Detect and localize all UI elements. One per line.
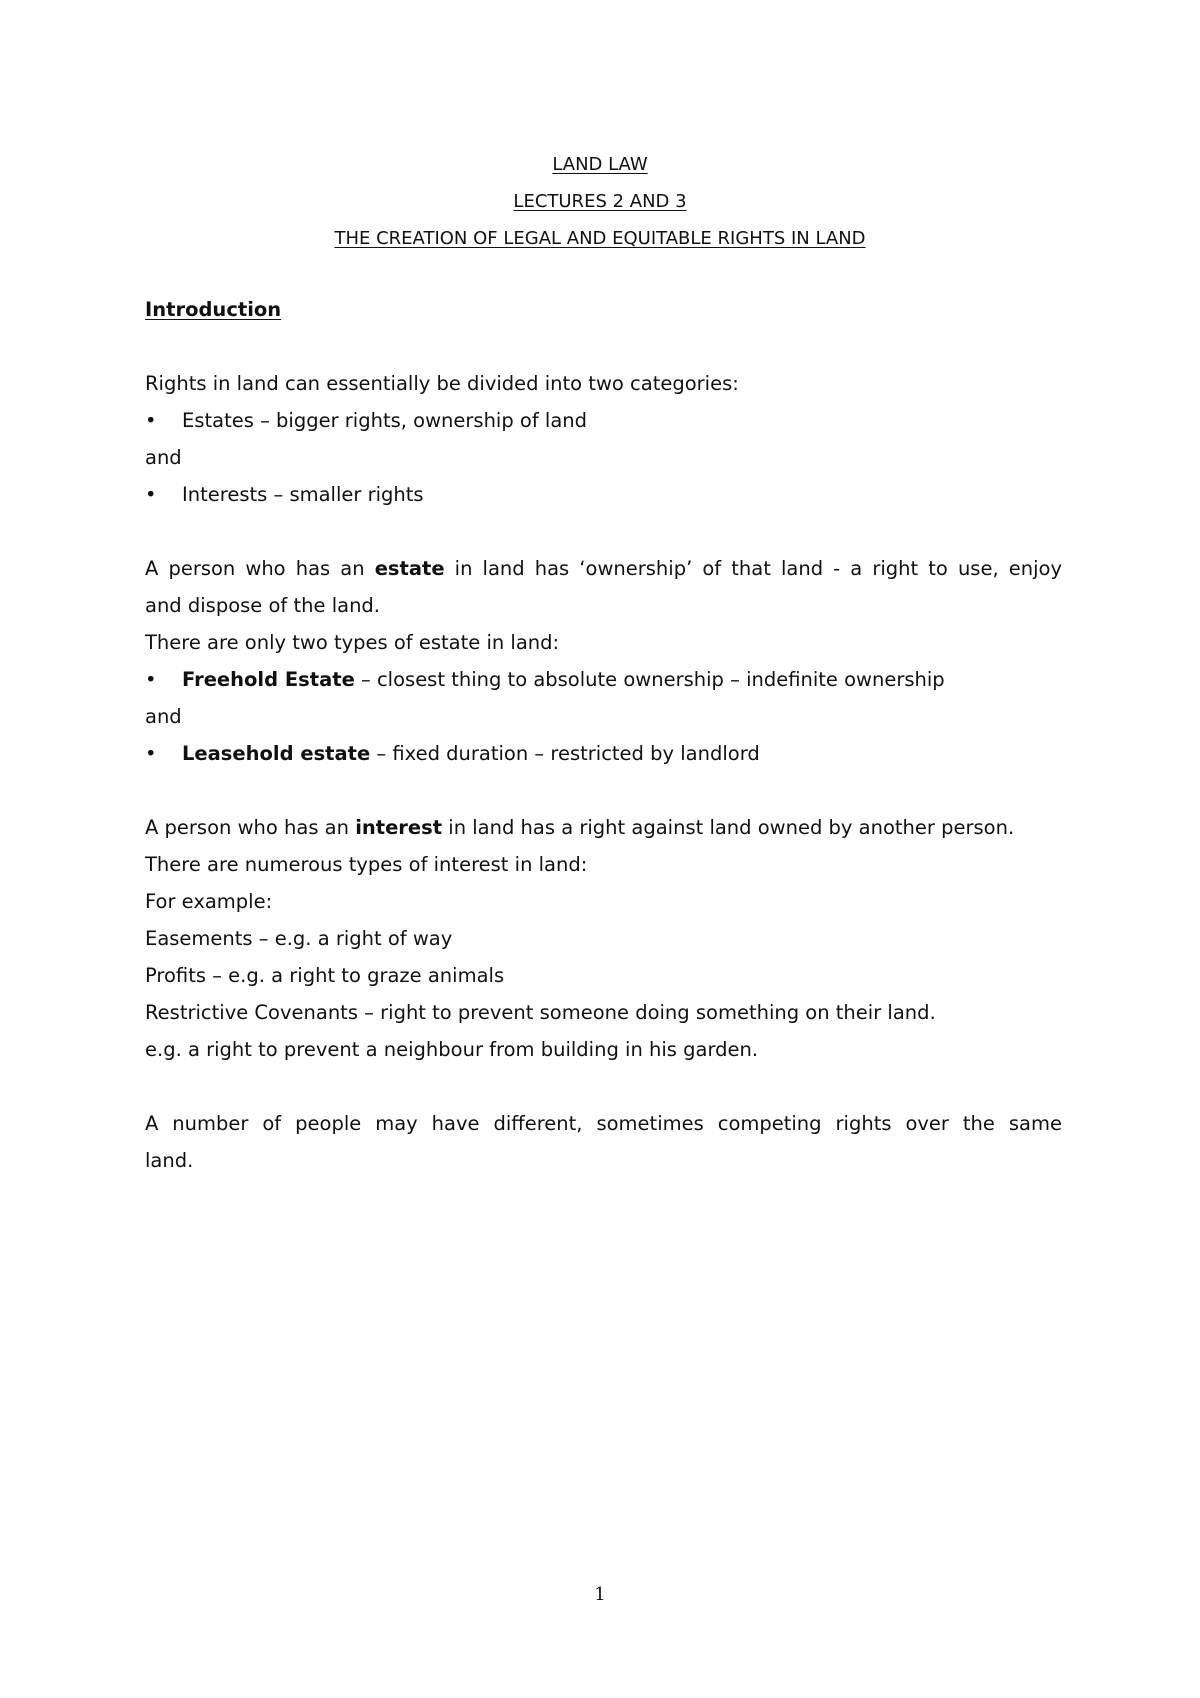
- bullet-icon: •: [145, 409, 157, 432]
- connector-and: and: [145, 446, 182, 469]
- interest-line: Easements – e.g. a right of way: [145, 927, 453, 950]
- term-interest: interest: [355, 816, 443, 839]
- bullet-item: [145, 476, 1062, 513]
- bullet-text: Interests – smaller rights: [182, 483, 424, 506]
- document-heading: THE CREATION OF LEGAL AND EQUITABLE RIGHTS IN LAND: [334, 228, 866, 249]
- term-leasehold: Leasehold estate: [182, 742, 371, 765]
- estate-paragraph-cont: and dispose of the land.: [145, 594, 380, 617]
- bullet-icon: •: [145, 668, 157, 691]
- section-title: Introduction: [145, 298, 282, 321]
- interest-line: e.g. a right to prevent a neighbour from building in his garden.: [145, 1038, 759, 1061]
- interest-paragraph-line: A person who has an interest in land has a right against land owned by another person.: [145, 816, 1015, 839]
- estate-types-intro: There are only two types of estate in land:: [145, 631, 560, 654]
- bullet-item: [145, 735, 1062, 772]
- bullet-item: [145, 661, 1062, 698]
- bullet-icon: •: [145, 742, 157, 765]
- document-title: LAND LAW: [552, 154, 648, 175]
- closing-paragraph-cont: land.: [145, 1149, 194, 1172]
- closing-paragraph-line: A number of people may have different, sometimes competing rights over the same: [145, 1112, 1062, 1135]
- page-number: 1: [594, 1584, 606, 1605]
- bullet-icon: •: [145, 483, 157, 506]
- interest-line: There are numerous types of interest in land:: [145, 853, 588, 876]
- bullet-text: Freehold Estate – closest thing to absolute ownership – indefinite ownership: [182, 668, 945, 691]
- interest-line: For example:: [145, 890, 273, 913]
- connector-and: and: [145, 705, 182, 728]
- bullet-text: Estates – bigger rights, ownership of land: [182, 409, 588, 432]
- term-freehold: Freehold Estate: [182, 668, 355, 691]
- document-subtitle: LECTURES 2 AND 3: [513, 191, 687, 212]
- interest-line: Profits – e.g. a right to graze animals: [145, 964, 505, 987]
- intro-line: Rights in land can essentially be divided into two categories:: [145, 372, 739, 395]
- estate-paragraph-line: A person who has an estate in land has ‘ownership’ of that land - a right to use, enjoy: [145, 557, 1063, 580]
- bullet-item: [145, 402, 1062, 439]
- document-body: [145, 291, 1062, 1179]
- bullet-text: Leasehold estate – fixed duration – restricted by landlord: [182, 742, 760, 765]
- interest-line: Restrictive Covenants – right to prevent someone doing something on their land.: [145, 1001, 936, 1024]
- title-block: [0, 146, 1200, 257]
- term-estate: estate: [374, 557, 445, 580]
